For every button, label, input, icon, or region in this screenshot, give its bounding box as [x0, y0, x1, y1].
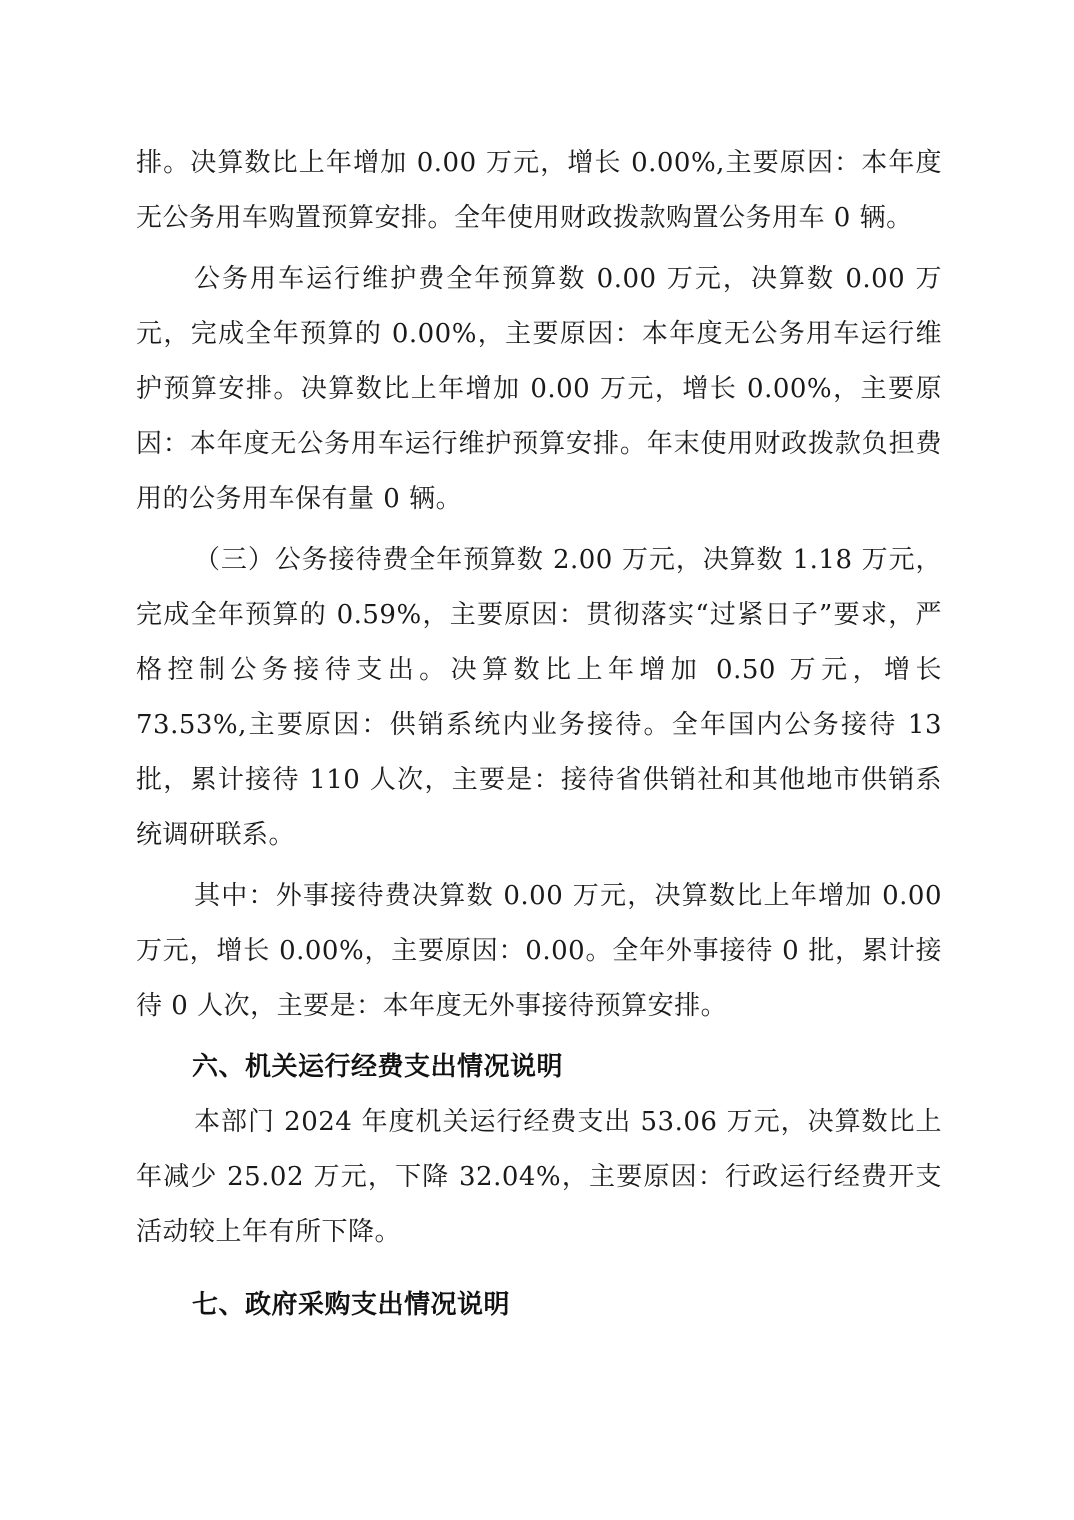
paragraph-reception-expenses: （三）公务接待费全年预算数 2.00 万元，决算数 1.18 万元，完成全年预算的 0.59%，主要原因：贯彻落实“过紧日子”要求，严格控制公务接待支出。决算数比上年增加 0.50 万元，增长 73.53%,主要原因：供销系统内业务接待。全年国内公务接待 13 批，累计接待 110 人次，主要是：接待省供销社和其他地市供销系统调研联系。 — [136, 545, 942, 850]
document-body — [136, 136, 942, 1333]
paragraph-vehicle-purchase-continued: 排。决算数比上年增加 0.00 万元，增长 0.00%,主要原因：本年度无公务用车购置预算安排。全年使用财政拨款购置公务用车 0 辆。 — [136, 148, 942, 233]
section-heading-procurement: 七、政府采购支出情况说明 — [192, 1290, 511, 1320]
paragraph-vehicle-maintenance: 公务用车运行维护费全年预算数 0.00 万元，决算数 0.00 万元，完成全年预算的 0.00%，主要原因：本年度无公务用车运行维护预算安排。决算数比上年增加 0.00 万元，增长 0.00%，主要原因：本年度无公务用车运行维护预算安排。年末使用财政拨款负担费用的公务用车保有量 0 辆。 — [136, 264, 942, 514]
paragraph-foreign-reception: 其中：外事接待费决算数 0.00 万元，决算数比上年增加 0.00 万元，增长 0.00%，主要原因：0.00。全年外事接待 0 批，累计接待 0 人次，主要是：本年度无外事接待预算安排。 — [136, 881, 942, 1021]
paragraph-operating-expenses: 本部门 2024 年度机关运行经费支出 53.06 万元，决算数比上年减少 25.02 万元，下降 32.04%，主要原因：行政运行经费开支活动较上年有所下降。 — [136, 1107, 942, 1247]
section-heading-operating-expenses: 六、机关运行经费支出情况说明 — [192, 1052, 564, 1082]
